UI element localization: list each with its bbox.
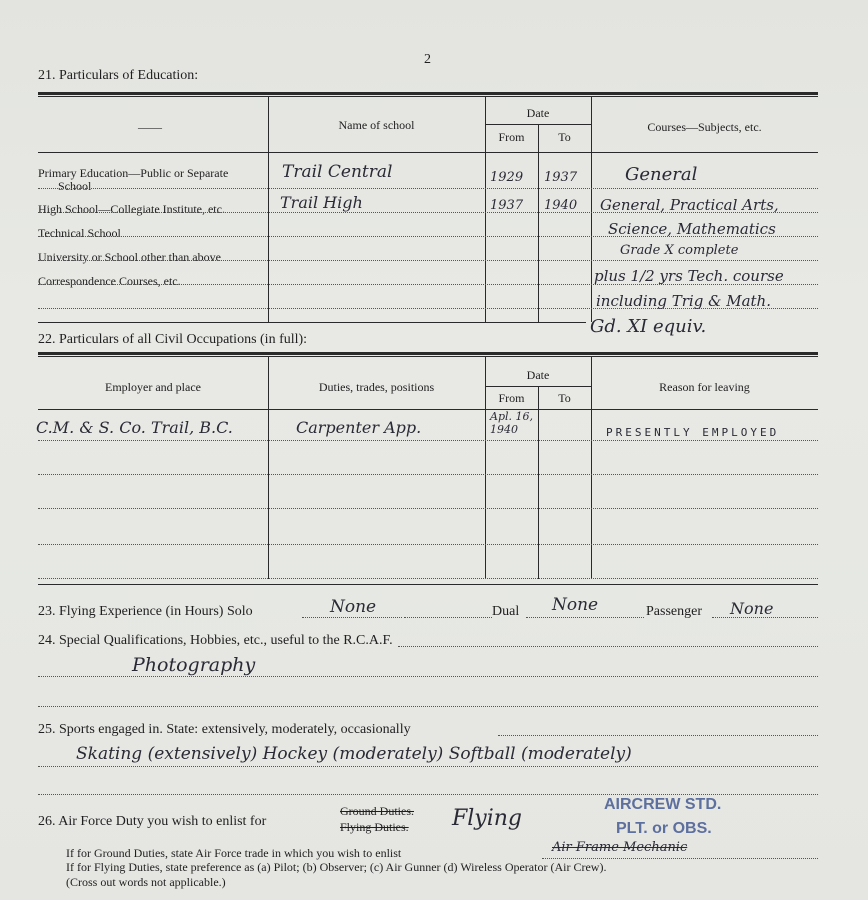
col-courses: Courses—Subjects, etc. — [647, 120, 762, 134]
section22-top-rule — [38, 352, 818, 355]
section21-top-rule — [38, 92, 818, 95]
section23-label: 23. Flying Experience (in Hours) Solo — [38, 604, 253, 619]
high-from: 1937 — [490, 198, 524, 213]
col-from: From — [498, 130, 525, 144]
section21-title: 21. Particulars of Education: — [38, 68, 199, 83]
dual-value: None — [552, 595, 599, 615]
primary-school-name: Trail Central — [282, 162, 393, 182]
sports-value: Skating (extensively) Hockey (moderately) Softball (moderately) — [76, 744, 632, 764]
row-correspondence-label: Correspondence Courses, etc. — [38, 274, 181, 288]
col-date: Date — [526, 106, 550, 120]
col-from-22: From — [498, 391, 525, 405]
stamp-plt-obs: PLT. or OBS. — [616, 820, 712, 837]
col-blank: —— — [138, 120, 162, 134]
col-to-22: To — [558, 391, 571, 405]
col-school: Name of school — [338, 118, 415, 132]
col-to: To — [558, 130, 571, 144]
option-ground-duties: Ground Duties. — [340, 804, 414, 818]
university-courses: Grade X complete — [620, 243, 739, 258]
correspondence-courses: plus 1/2 yrs Tech. course — [594, 267, 784, 285]
courses-extra-1: including Trig & Math. — [596, 292, 771, 310]
section26-label: 26. Air Force Duty you wish to enlist for — [38, 814, 267, 829]
primary-courses: General — [625, 164, 698, 185]
reason-value: PRESENTLY EMPLOYED — [606, 426, 780, 439]
ground-duties-line: If for Ground Duties, state Air Force trade in which you wish to enlist — [66, 846, 402, 860]
primary-to: 1937 — [544, 170, 578, 185]
occupation-from-1: Apl. 16, — [490, 410, 533, 423]
dual-label: Dual — [492, 604, 520, 619]
row-primary-label2: School — [58, 179, 92, 193]
technical-courses: Science, Mathematics — [608, 220, 776, 238]
col-date-22: Date — [526, 368, 550, 382]
row-university-label: University or School other than above — [38, 250, 221, 264]
passenger-value: None — [730, 599, 774, 618]
high-school-name: Trail High — [280, 193, 363, 212]
qualifications-value: Photography — [132, 654, 256, 676]
row-primary-label: Primary Education—Public or Separate — [38, 166, 229, 180]
col-reason: Reason for leaving — [659, 380, 750, 394]
high-to: 1940 — [544, 198, 578, 213]
ground-trade-value: Air Frame Mechanic — [552, 840, 688, 855]
flying-duties-line: If for Flying Duties, state preference as (a) Pilot; (b) Observer; (c) Air Gunner (d) Wireless Operator (Air Crew). — [66, 860, 607, 874]
duties-value: Carpenter App. — [296, 418, 422, 437]
row-high-label: High School—Collegiate Institute, etc. — [38, 202, 225, 216]
high-courses: General, Practical Arts, — [600, 196, 779, 214]
section25-label: 25. Sports engaged in. State: extensively, moderately, occasionally — [38, 722, 411, 737]
option-flying-duties: Flying Duties. — [340, 820, 409, 834]
occupation-from-2: 1940 — [490, 423, 518, 436]
cross-out-note: (Cross out words not applicable.) — [66, 875, 226, 889]
page-number: 2 — [424, 52, 431, 67]
section24-label: 24. Special Qualifications, Hobbies, etc., useful to the R.C.A.F. — [38, 633, 393, 648]
courses-extra-2: Gd. XI equiv. — [590, 316, 707, 337]
passenger-label: Passenger — [646, 604, 702, 619]
primary-from: 1929 — [490, 170, 524, 185]
section22-title: 22. Particulars of all Civil Occupations (in full): — [38, 332, 308, 347]
duty-choice-value: Flying — [452, 806, 523, 831]
employer-value: C.M. & S. Co. Trail, B.C. — [36, 418, 233, 437]
stamp-aircrew-std: AIRCREW STD. — [604, 796, 722, 813]
row-technical-label: Technical School — [38, 226, 121, 240]
col-duties: Duties, trades, positions — [318, 380, 435, 394]
solo-value: None — [330, 597, 377, 617]
col-employer: Employer and place — [105, 380, 201, 394]
